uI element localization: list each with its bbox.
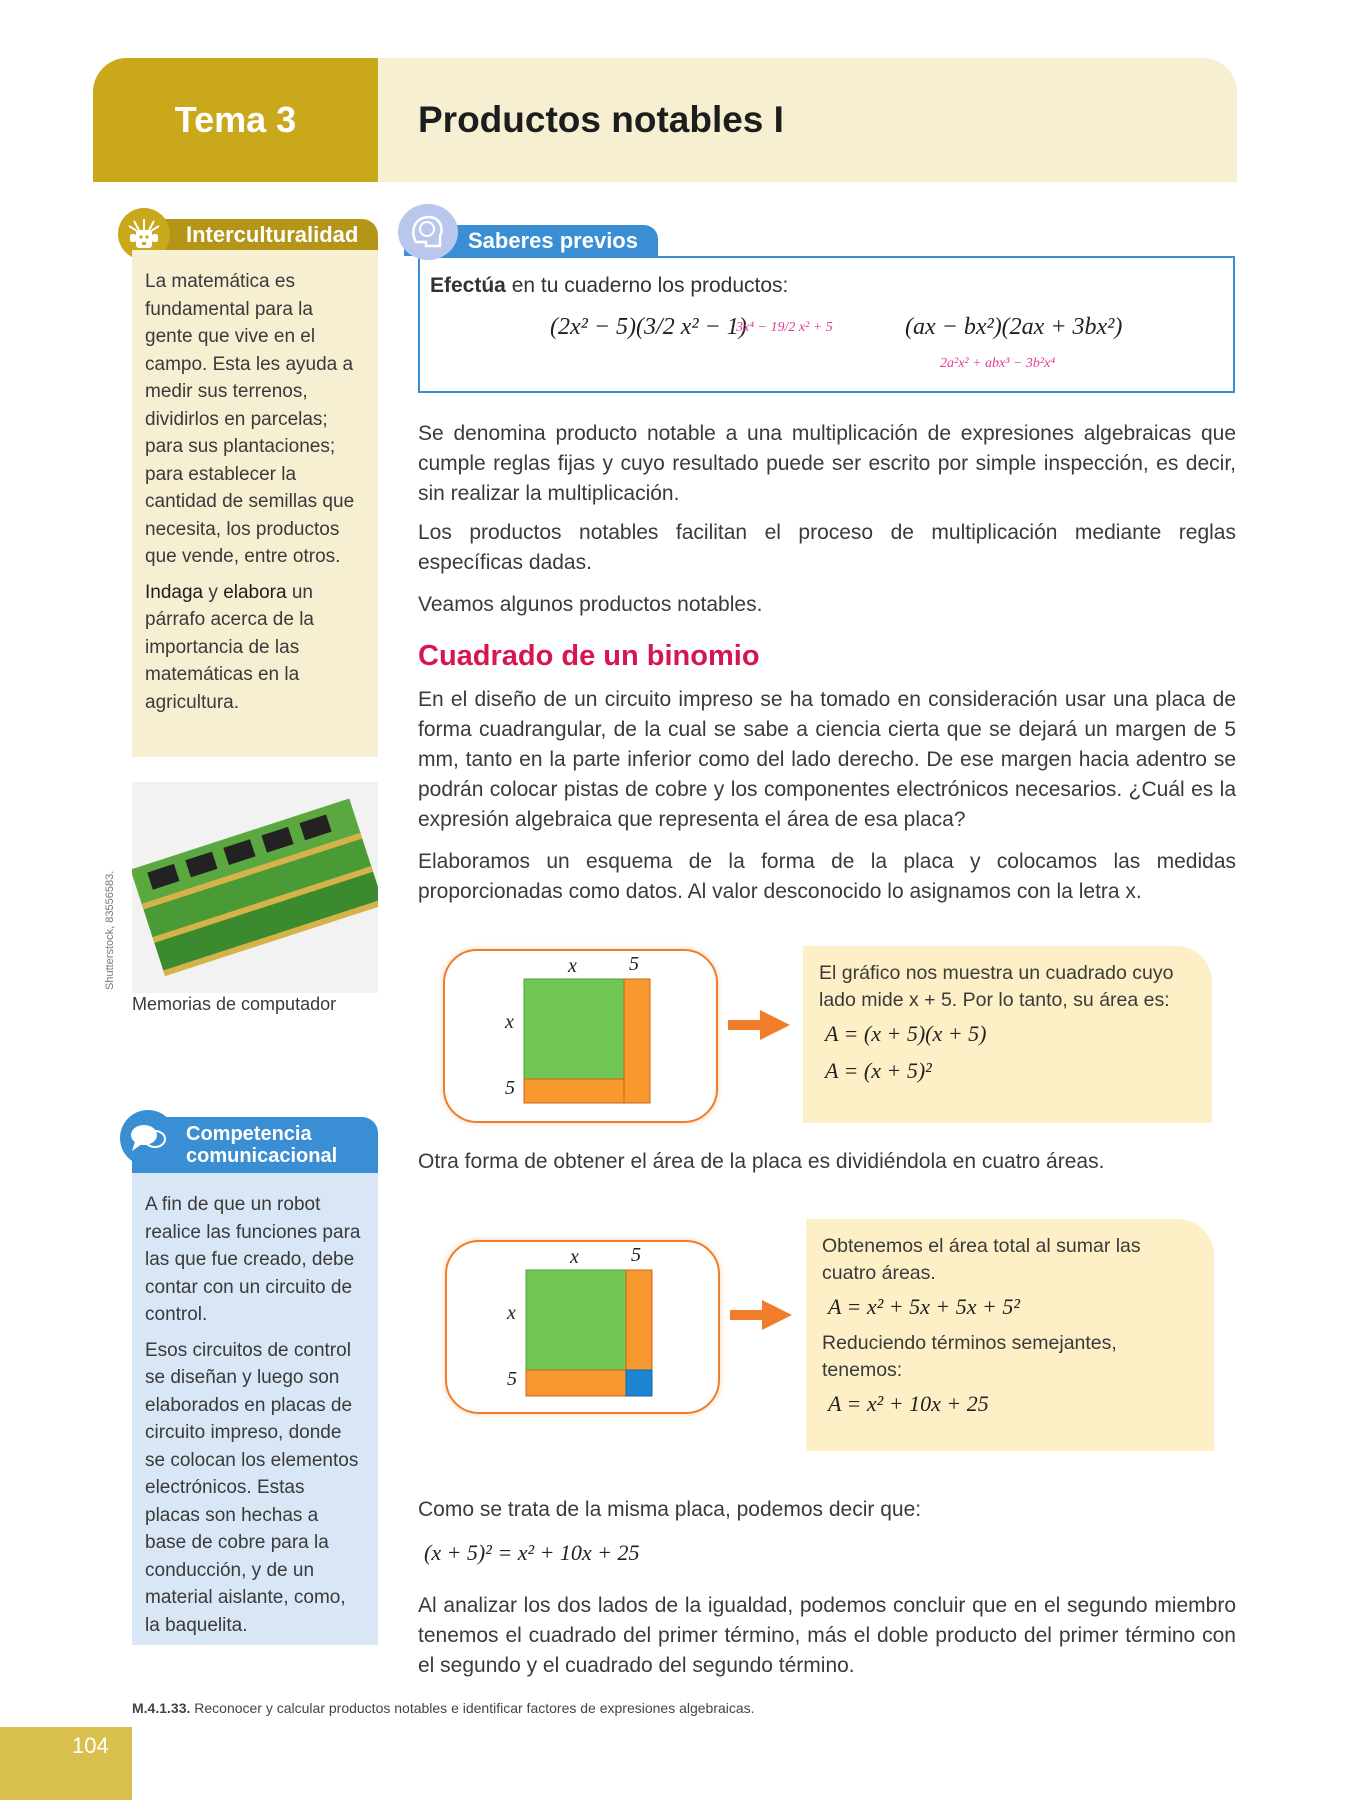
title-text: Productos notables I <box>418 99 784 140</box>
box1-eq1: A = (x + 5)(x + 5) <box>825 1021 987 1046</box>
paragraph-same-plate: Como se trata de la misma placa, podemos decir que: <box>418 1498 922 1521</box>
label-left-x: x <box>507 1302 516 1324</box>
box2-text2: Reduciendo términos semejantes, tenemos: <box>822 1332 1117 1381</box>
interculturalidad-body <box>132 250 378 757</box>
paragraph-scheme: Elaboramos un esquema de la forma de la placa y colocamos las medidas proporcionadas como datos. Al valor desconocido lo asignamos con la letra x. <box>418 850 1236 903</box>
photo-credit: Shutterstock, 83556583. <box>104 870 116 990</box>
memory-modules-photo <box>132 782 378 993</box>
box1-text: El gráfico nos muestra un cuadrado cuyo lado mide x + 5. Por lo tanto, su área es: <box>819 962 1174 1011</box>
label-top-x: x <box>570 1246 579 1268</box>
label-top-5: 5 <box>629 953 639 975</box>
square-diagram-2 <box>445 1240 720 1414</box>
saberes-lead <box>430 274 1223 298</box>
label-left-5: 5 <box>505 1077 515 1099</box>
page-number: 104 <box>0 1727 132 1800</box>
saberes-title-text: Saberes previos <box>468 227 638 253</box>
brain-head-icon <box>398 204 458 260</box>
exercise-1: (2x² − 5)(3/2 x² − 1) <box>550 314 747 340</box>
task-verb-2: elabora <box>223 581 287 603</box>
competencia-p1: A fin de que un robot realice las funciones para las que fue creado, debe contar con un circuito de control. <box>145 1194 361 1325</box>
square-diagram-1 <box>443 949 718 1123</box>
final-equation: (x + 5)² = x² + 10x + 25 <box>424 1540 640 1565</box>
interculturalidad-title-text: Interculturalidad <box>186 221 359 247</box>
box2-eq2: A = x² + 10x + 25 <box>828 1391 989 1416</box>
section-heading: Cuadrado de un binomio <box>418 640 760 672</box>
page-title <box>378 58 1237 182</box>
answer-2: 2a²x² + abx³ − 3b²x⁴ <box>940 356 1056 371</box>
skill-code-footer <box>132 1700 755 1716</box>
area-right-margin <box>624 979 650 1103</box>
paragraph-other-way: Otra forma de obtener el área de la placa es dividiéndola en cuatro áreas. <box>418 1150 1105 1173</box>
paragraph-intro: Veamos algunos productos notables. <box>418 593 763 616</box>
area-bottom-margin <box>524 1079 624 1103</box>
exercise-2: (ax − bx²)(2ax + 3bx²) <box>905 314 1123 340</box>
speech-bubbles-icon <box>120 1110 176 1166</box>
interculturalidad-text: La matemática es fundamental para la gente que vive en el campo. Esta les ayuda a medir sus terrenos, dividirlos en parcelas; para sus plantaciones; para establecer la cantidad de semillas que necesita, los productos que vende, entre otros. <box>145 271 355 567</box>
label-top-5: 5 <box>631 1244 641 1266</box>
paragraph-definition: Se denomina producto notable a una multiplicación de expresiones algebraicas que cumple reglas fijas y cuyo resultado puede ser escrito por simple inspección, es decir, sin realizar la multiplicación. <box>418 422 1236 505</box>
label-left-x: x <box>505 1011 514 1033</box>
box2-eq1: A = x² + 5x + 5x + 5² <box>828 1294 1020 1319</box>
competencia-p2: Esos circuitos de control se diseñan y luego son elaborados en placas de circuito impreso, donde se colocan los elementos electrónicos. Estas placas son hechas a base de cobre para la conducción, y de un material aislante, como, la baquelita. <box>145 1339 359 1636</box>
saberes-previos-box <box>418 256 1235 393</box>
area-x-squared <box>524 979 624 1079</box>
arrow-right-icon <box>730 1300 792 1330</box>
paragraph-problem: En el diseño de un circuito impreso se ha tomado en consideración usar una placa de forma cuadrangular, de la cual se sabe a ciencia cierta que se dejará un margen de 5 mm, tanto en la parte inferior como del lado derecho. De ese margen hacia adentro se podrán colocar pistas de cobre y los componentes electrónicos necesarios. ¿Cuál es la expresión algebraica que representa el área de esa placa? <box>418 688 1236 831</box>
competencia-body <box>132 1173 378 1645</box>
theme-label: Tema 3 <box>93 58 378 182</box>
task-rest: un párrafo acerca de la importancia de las matemáticas en la agricultura. <box>145 581 314 713</box>
task-mid: y <box>203 581 224 603</box>
task-verb-1: Indaga <box>145 581 204 603</box>
skill-text: Reconocer y calcular productos notables e identificar factores de expresiones algebraicas. <box>190 1700 755 1716</box>
explanation-box-2 <box>806 1219 1214 1451</box>
competencia-title-line1: Competencia <box>186 1123 312 1145</box>
skill-code: M.4.1.33. <box>132 1700 191 1716</box>
answer-1: 3x⁴ − 19/2 x² + 5 <box>736 320 833 335</box>
saberes-lead-rest: en tu cuaderno los productos: <box>505 274 789 297</box>
photo-caption: Memorias de computador <box>132 994 337 1014</box>
label-left-5: 5 <box>507 1368 517 1390</box>
competencia-title-line2: comunicacional <box>186 1145 338 1167</box>
label-top-x: x <box>568 955 577 977</box>
box1-eq2: A = (x + 5)² <box>825 1058 932 1083</box>
explanation-box-1 <box>803 946 1212 1123</box>
arrow-right-icon <box>728 1010 790 1040</box>
saberes-lead-bold: Efectúa <box>430 274 506 297</box>
paragraph-conclusion: Al analizar los dos lados de la igualdad, podemos concluir que en el segundo miembro tenemos el cuadrado del primer término, más el doble producto del primer término con el segundo y el cuadrado del segundo término. <box>418 1594 1236 1677</box>
paragraph-facilitate: Los productos notables facilitan el proceso de multiplicación mediante reglas específicas dadas. <box>418 521 1236 574</box>
interculturalidad-task <box>145 579 364 717</box>
box2-text: Obtenemos el área total al sumar las cuatro áreas. <box>822 1235 1141 1284</box>
